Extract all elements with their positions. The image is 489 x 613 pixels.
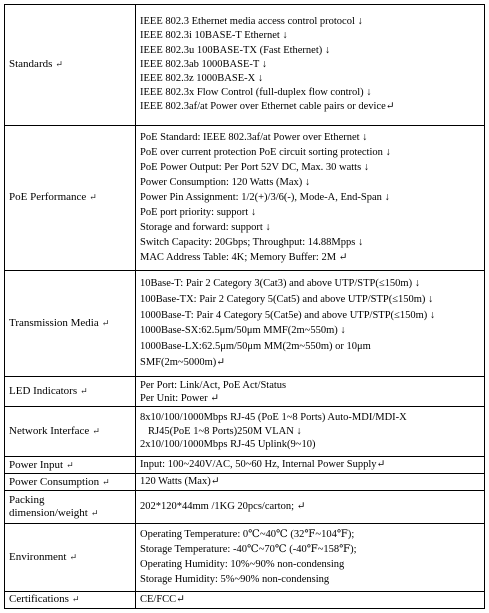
- spec-value-cell: [136, 591, 485, 608]
- spec-value-cell: [136, 125, 485, 270]
- spec-line: Operating Humidity: 10%~90% non-condensing: [140, 559, 345, 571]
- spec-line: IEEE 802.3 Ethernet media access control protocol ↓: [140, 16, 363, 28]
- spec-line: CE/FCC↵: [140, 593, 185, 605]
- spec-label: Environment: [9, 550, 67, 563]
- spec-line: Per Port: Link/Act, PoE Act/Status: [140, 379, 287, 391]
- spec-line: Operating Temperature: 0℃~40℃ (32℉~104℉);: [140, 529, 355, 541]
- paragraph-mark: ↵: [66, 459, 74, 470]
- spec-line: IEEE 802.3i 10BASE-T Ethernet ↓: [140, 30, 288, 42]
- spec-line: RJ45(PoE 1~8 Ports)250M VLAN ↓: [148, 425, 302, 437]
- spec-line: 1000Base-SX:62.5μm/50μm MMF(2m~550m) ↓: [140, 325, 346, 337]
- spec-line: IEEE 802.3af/at Power over Ethernet cable pairs or device↵: [140, 101, 395, 113]
- spec-label: Transmission Media: [9, 316, 99, 329]
- paragraph-mark: ↵: [101, 317, 110, 328]
- spec-label: Network Interface: [9, 425, 90, 438]
- spec-row-led-indicators: [5, 376, 485, 406]
- spec-line: Storage Humidity: 5%~90% non-condensing: [140, 574, 330, 586]
- spec-line: Storage and forward: support ↓: [140, 222, 271, 234]
- spec-line: Per Unit: Power ↵: [140, 392, 220, 404]
- spec-value-cell: [136, 407, 485, 457]
- spec-label-cell: [5, 5, 136, 126]
- spec-row-power-consumption: [5, 474, 485, 491]
- spec-line: PoE over current protection PoE circuit sorting protection ↓: [140, 147, 391, 159]
- spec-line: 10Base-T: Pair 2 Category 3(Cat3) and above UTP/STP(≤150m) ↓: [140, 278, 420, 290]
- spec-label-cell: [5, 491, 136, 523]
- spec-row-packing: [5, 491, 485, 523]
- spec-value-cell: [136, 376, 485, 406]
- spec-value-cell: [136, 5, 485, 126]
- paragraph-mark: ↵: [71, 594, 80, 605]
- spec-line: 100Base-TX: Pair 2 Category 5(Cat5) and above UTP/STP(≤150m) ↓: [140, 293, 434, 305]
- spec-line: 8x10/100/1000Mbps RJ-45 (PoE 1~8 Ports) Auto-MDI/MDI-X: [140, 412, 407, 424]
- spec-line: 202*120*44mm /1KG 20pcs/carton; ↵: [140, 501, 306, 513]
- spec-label-cell: [5, 456, 136, 473]
- spec-value-cell: [136, 456, 485, 473]
- spec-label-cell: [5, 591, 136, 608]
- spec-row-poe-performance: [5, 125, 485, 270]
- spec-row-network-interface: [5, 407, 485, 457]
- spec-row-certifications: [5, 591, 485, 608]
- paragraph-mark: ↵: [102, 476, 110, 487]
- spec-line: IEEE 802.3ab 1000BASE-T ↓: [140, 58, 267, 70]
- spec-line: IEEE 802.3x Flow Control (full-duplex flow control) ↓: [140, 87, 372, 99]
- spec-line: Power Consumption: 120 Watts (Max) ↓: [140, 177, 311, 189]
- paragraph-mark: ↵: [55, 59, 63, 70]
- spec-label-cell: [5, 523, 136, 591]
- paragraph-mark: ↵: [80, 386, 88, 397]
- spec-label: Power Input: [9, 458, 64, 471]
- spec-label-cell: [5, 376, 136, 406]
- spec-line: IEEE 802.3u 100BASE-TX (Fast Ethernet) ↓: [140, 44, 331, 56]
- specifications-table: [4, 4, 485, 609]
- spec-label-cell: [5, 270, 136, 376]
- spec-row-transmission-media: [5, 270, 485, 376]
- spec-value-cell: [136, 491, 485, 523]
- spec-line: PoE Power Output: Per Port 52V DC, Max. 30 watts ↓: [140, 162, 370, 174]
- spec-line: PoE Standard: IEEE 802.3af/at Power over Ethernet ↓: [140, 132, 368, 144]
- spec-value-cell: [136, 523, 485, 591]
- paragraph-mark: ↵: [69, 551, 77, 562]
- paragraph-mark: ↵: [89, 192, 97, 203]
- spec-row-standards: [5, 5, 485, 126]
- paragraph-mark: ↵: [92, 426, 100, 437]
- spec-label: LED Indicators: [9, 385, 78, 398]
- spec-label: Packing dimension/weight: [9, 494, 88, 520]
- spec-row-power-input: [5, 456, 485, 473]
- spec-line: Input: 100~240V/AC, 50~60 Hz, Internal Power Supply↵: [140, 459, 386, 471]
- spec-line: Power Pin Assignment: 1/2(+)/3/6(-), Mode-A, End-Span ↓: [140, 192, 390, 204]
- spec-row-environment: [5, 523, 485, 591]
- spec-label: Power Consumption: [9, 475, 100, 488]
- spec-line: PoE port priority: support ↓: [140, 207, 257, 219]
- spec-line: SMF(2m~5000m)↵: [140, 356, 226, 368]
- spec-line: 1000Base-LX:62.5μm/50μm MM(2m~550m) or 10μm: [140, 340, 371, 352]
- spec-line: 1000Base-T: Pair 4 Category 5(Cat5e) and above UTP/STP(≤150m) ↓: [140, 309, 436, 321]
- spec-line: 120 Watts (Max)↵: [140, 476, 220, 488]
- paragraph-mark: ↵: [90, 508, 99, 519]
- spec-line: Switch Capacity: 20Gbps; Throughput: 14.88Mpps ↓: [140, 237, 364, 249]
- spec-label: Certifications: [9, 593, 69, 606]
- spec-label-cell: [5, 474, 136, 491]
- spec-line: 2x10/100/1000Mbps RJ-45 Uplink(9~10): [140, 439, 316, 451]
- spec-label: Standards: [9, 58, 53, 71]
- spec-label-cell: [5, 125, 136, 270]
- spec-line: IEEE 802.3z 1000BASE-X ↓: [140, 72, 264, 84]
- spec-value-cell: [136, 474, 485, 491]
- spec-line: MAC Address Table: 4K; Memory Buffer: 2M ↵: [140, 252, 348, 264]
- spec-label: PoE Performance: [9, 191, 87, 204]
- spec-value-cell: [136, 270, 485, 376]
- spec-line: Storage Temperature: -40℃~70℃ (-40℉~158℉);: [140, 544, 357, 556]
- spec-label-cell: [5, 407, 136, 457]
